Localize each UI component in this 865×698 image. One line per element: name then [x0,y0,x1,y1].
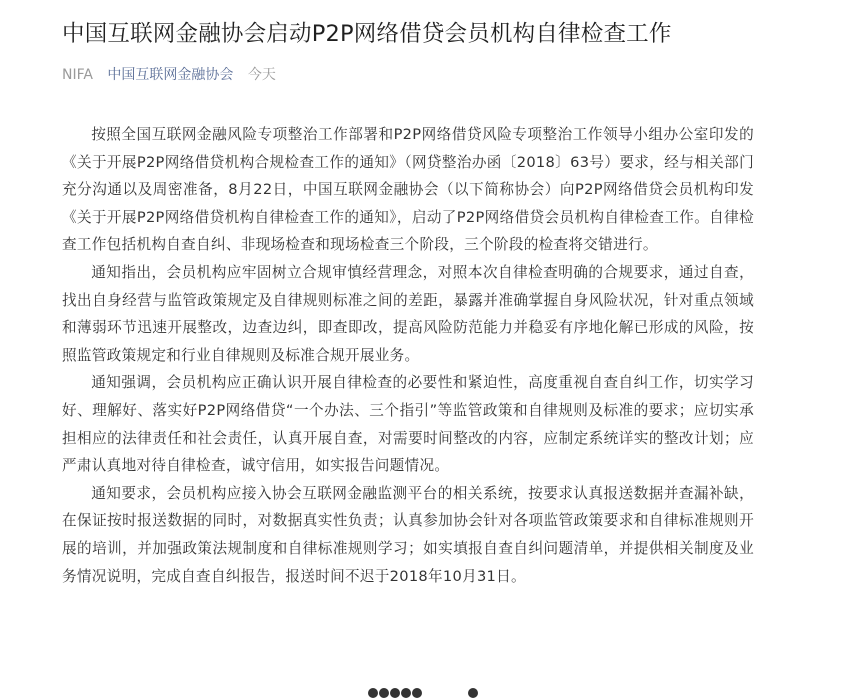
bottom-decoration [368,688,488,698]
paragraph-4: 通知要求，会员机构应接入协会互联网金融监测平台的相关系统，按要求认真报送数据并查漏补缺，在保证按时报送数据的同时，对数据真实性负责；认真参加协会针对各项监管政策要求和自律标准规则开展的培训，并加强政策法规制度和自律标准规则学习；如实填报自查自纠问题清单，并提供相关制度及业务情况说明，完成自查自纠报告，报送时间不迟于2018年10月31日。 [62,484,754,585]
account-link[interactable]: 中国互联网金融协会 [107,67,234,83]
article-body [62,121,754,590]
decoration-dot [368,688,378,698]
article-title: 中国互联网金融协会启动P2P网络借贷会员机构自律检查工作 [62,21,672,47]
decoration-dot [390,688,400,698]
decoration-dot [468,688,478,698]
decoration-dot [412,688,422,698]
origin-label: NIFA [62,67,93,83]
paragraph-3: 通知强调，会员机构应正确认识开展自律检查的必要性和紧迫性，高度重视自查自纠工作，切实学习好、理解好、落实好P2P网络借贷“一个办法、三个指引”等监管政策和自律规则及标准的要求；应切实承担相应的法律责任和社会责任，认真开展自查，对需要时间整改的内容，应制定系统详实的整改计划；应严肃认真地对待自律检查，诚守信用，如实报告问题情况。 [62,374,754,475]
publish-date: 今天 [247,67,276,83]
paragraph-1: 按照全国互联网金融风险专项整治工作部署和P2P网络借贷风险专项整治工作领导小组办公室印发的《关于开展P2P网络借贷机构合规检查工作的通知》（网贷整治办函〔2018〕63号）要求，经与相关部门充分沟通以及周密准备，8月22日，中国互联网金融协会（以下简称协会）向P2P网络借贷会员机构印发《关于开展P2P网络借贷机构自律检查工作的通知》，启动了P2P网络借贷会员机构自律检查工作。自律检查工作包括机构自查自纠、非现场检查和现场检查三个阶段，三个阶段的检查将交错进行。 [62,126,754,254]
paragraph-2: 通知指出，会员机构应牢固树立合规审慎经营理念，对照本次自律检查明确的合规要求，通过自查，找出自身经营与监管政策规定及自律规则标准之间的差距，暴露并准确掌握自身风险状况，针对重点领域和薄弱环节迅速开展整改，边查边纠，即查即改，提高风险防范能力并稳妥有序地化解已形成的风险，按照监管政策规定和行业自律规则及标准合规开展业务。 [62,263,754,364]
decoration-dot [379,688,389,698]
article-meta [62,65,286,85]
decoration-dot [401,688,411,698]
